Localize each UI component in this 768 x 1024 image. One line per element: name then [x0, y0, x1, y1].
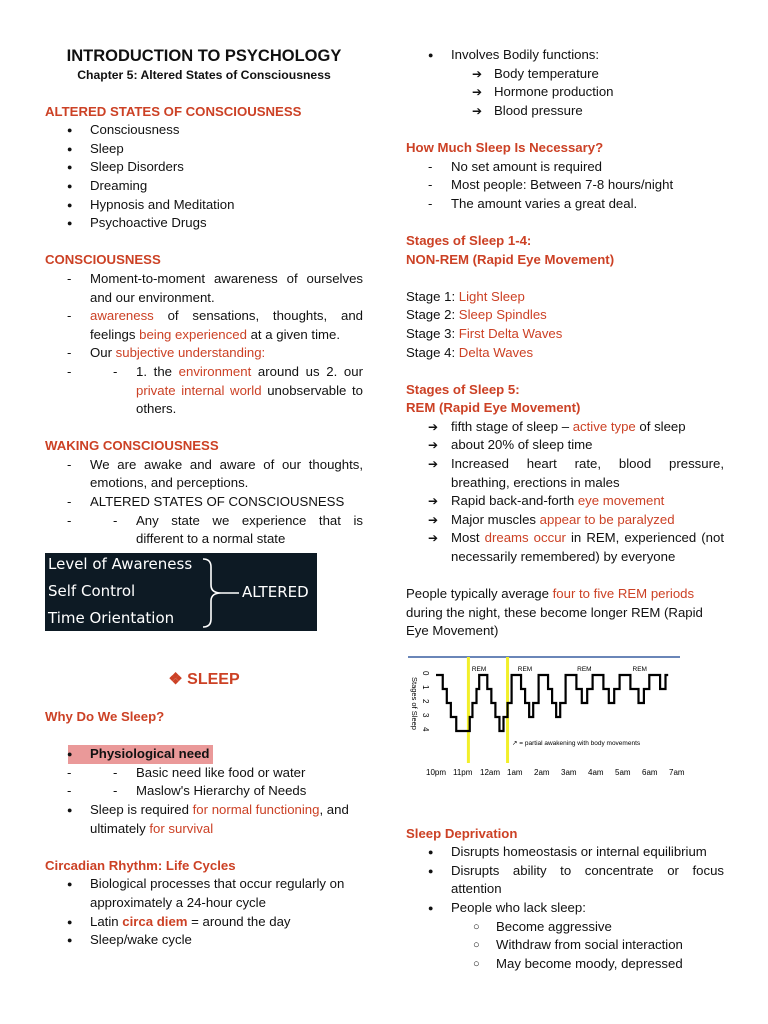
list-item: ● Hypnosis and Meditation: [45, 196, 363, 215]
sub-list: [45, 363, 363, 419]
emph-text: private internal world: [136, 382, 262, 398]
text: of sensations, thoughts, and feelings: [90, 308, 363, 342]
y-axis-label: Stages of Sleep: [410, 677, 419, 730]
sub-item: - - Basic need like food or water: [45, 764, 363, 783]
sub-item: ➔ Blood pressure: [406, 102, 724, 121]
stage-row: Stage 4: Delta Waves: [406, 344, 534, 360]
consciousness-heading: CONSCIOUSNESS: [45, 252, 161, 268]
text: 1. the: [136, 363, 179, 379]
sub-item: - - 1. the environment around us 2. our private internal world unobservable to others.: [45, 363, 363, 419]
stage-row: Stage 3: First Delta Waves: [406, 325, 563, 341]
list-item: - Most people: Between 7-8 hours/night: [406, 176, 724, 195]
sub-item: ○ Become aggressive: [451, 918, 724, 937]
rem-label: REM: [632, 666, 647, 673]
why-sleep-list: [45, 745, 363, 838]
list-item: [45, 745, 363, 801]
altered-diagram: [45, 553, 317, 631]
rem-label: REM: [517, 666, 533, 673]
y-tick-label: 2: [421, 699, 430, 704]
asc-list: [45, 121, 363, 233]
stage5-list: [406, 418, 724, 567]
list-item: [45, 344, 363, 418]
sub-item: ➔ Hormone production: [406, 83, 724, 102]
list-item: ● Consciousness: [45, 121, 363, 140]
rem-label: REM: [471, 666, 487, 673]
x-tick-label: 7am: [669, 768, 685, 777]
sub-item: ○ Withdraw from social interaction: [451, 936, 724, 955]
sub-list: [451, 918, 724, 974]
list-item: ● Involves Bodily functions: ➔ Body temperature ➔ Hormone production ➔ Blood pressure: [406, 46, 724, 120]
stages14-heading: Stages of Sleep 1-4:: [406, 232, 532, 248]
stage5-heading: Stages of Sleep 5:: [406, 381, 520, 397]
partial-awakening-icon: ↗: [512, 740, 518, 747]
text: unobservable to others.: [136, 382, 363, 417]
text: Any state we experience that is different to a normal state: [136, 512, 363, 547]
why-sleep-heading: Why Do We Sleep?: [45, 709, 165, 725]
x-tick-label: 2am: [534, 768, 550, 777]
x-tick-label: 1am: [507, 768, 523, 777]
y-tick-label: 4: [421, 727, 430, 732]
list-item: - No set amount is required: [406, 158, 724, 177]
x-tick-label: 11pm: [453, 768, 473, 777]
waking-heading: WAKING CONSCIOUSNESS: [45, 438, 219, 454]
highlight-bar: [467, 657, 470, 763]
list-item: ● Disrupts homeostasis or internal equilibrium: [406, 843, 724, 862]
emph-text: subjective understanding:: [115, 345, 266, 361]
sleep-chart-svg: [406, 655, 685, 781]
deprivation-heading: Sleep Deprivation: [406, 825, 518, 841]
page-title: INTRODUCTION TO PSYCHOLOGY: [66, 47, 342, 65]
physio-highlight: Physiological need: [68, 745, 213, 764]
how-much-heading: How Much Sleep Is Necessary?: [406, 139, 604, 155]
list-item: ● Latin circa diem = around the day: [45, 913, 363, 932]
sleep-stage-chart: [406, 655, 724, 787]
text: at a given time.: [246, 326, 340, 342]
list-item: - We are awake and aware of our thoughts, emotions, and perceptions.: [45, 456, 363, 493]
list-item: ● Sleep: [45, 140, 363, 159]
x-tick-label: 10pm: [426, 768, 447, 777]
list-item: ➔ Most dreams occur in REM, experienced (not necessarily remembered) by everyone: [406, 529, 724, 566]
deprivation-list: [406, 843, 724, 973]
circadian-heading: Circadian Rhythm: Life Cycles: [45, 857, 236, 873]
list-item: ● People who lack sleep: ○ Become aggressive ○ Withdraw from social interaction ○ May become moody, depressed: [406, 899, 724, 973]
consciousness-list: [45, 270, 363, 419]
list-item: ➔ Major muscles appear to be paralyzed: [406, 511, 724, 530]
y-tick-label: 3: [421, 713, 430, 718]
y-tick-label: 1: [421, 685, 430, 690]
list-item: ● Sleep Disorders: [45, 158, 363, 177]
chart-note: ↗ = partial awakening with body movements: [512, 740, 641, 747]
y-tick-label: 0: [421, 671, 430, 676]
right-column: [406, 46, 724, 973]
sub-item: - - Maslow's Hierarchy of Needs: [45, 782, 363, 801]
list-item: - The amount varies a great deal.: [406, 195, 724, 214]
altered-item: Self Control: [48, 581, 136, 600]
sub-item: ○ May become moody, depressed: [451, 955, 724, 974]
altered-item: Time Orientation: [48, 608, 175, 627]
text: around us 2. our: [251, 363, 363, 379]
x-tick-label: 4am: [588, 768, 604, 777]
list-item: ➔ Rapid back-and-forth eye movement: [406, 492, 724, 511]
sub-list: [45, 764, 363, 801]
page-subtitle: Chapter 5: Altered States of Consciousness: [77, 68, 331, 82]
list-item: ➔ Increased heart rate, blood pressure, breathing, erections in males: [406, 455, 724, 492]
circadian-list: [45, 875, 363, 949]
bodily-list: [406, 46, 724, 120]
list-item: ● Dreaming: [45, 177, 363, 196]
stage-row: Stage 2: Sleep Spindles: [406, 307, 547, 323]
list-item: - Moment-to-moment awareness of ourselves and our environment.: [45, 270, 363, 307]
x-tick-label: 6am: [642, 768, 658, 777]
sub-item: - - Any state we experience that is different to a normal state: [45, 512, 363, 549]
list-item: [45, 493, 363, 549]
hypnogram-line: [436, 675, 668, 731]
list-item: ➔ fifth stage of sleep – active type of sleep: [406, 418, 724, 437]
list-item: ● Disrupts ability to concentrate or focus attention: [406, 862, 724, 899]
left-column: [45, 46, 363, 950]
stage5-subheading: REM (Rapid Eye Movement): [406, 400, 581, 416]
sub-list: [406, 65, 724, 121]
stages14-subheading: NON-REM (Rapid Eye Movement): [406, 251, 615, 267]
altered-label: ALTERED: [242, 582, 309, 601]
waking-list: [45, 456, 363, 549]
rem-label: REM: [577, 666, 592, 673]
list-item: ● Sleep/wake cycle: [45, 931, 363, 950]
list-item: [45, 307, 363, 344]
sleep-title: ❖ SLEEP: [168, 670, 240, 688]
x-tick-label: 5am: [615, 768, 631, 777]
emph-text: environment: [178, 363, 252, 379]
rem-labels: [472, 666, 647, 673]
emph-text: awareness: [90, 308, 154, 324]
x-tick-label: 3am: [561, 768, 577, 777]
list-item: ● Sleep is required for normal functioning, and ultimately for survival: [45, 801, 363, 838]
x-ticks: [426, 768, 685, 777]
brace-icon: [201, 557, 241, 629]
list-item: ➔ about 20% of sleep time: [406, 436, 724, 455]
y-ticks: [421, 671, 430, 732]
list-item: ● Biological processes that occur regularly on approximately a 24-hour cycle: [45, 875, 363, 912]
how-much-list: [406, 158, 724, 214]
sub-item: ➔ Body temperature: [406, 65, 724, 84]
sub-list: [45, 512, 363, 549]
asc-heading: ALTERED STATES OF CONSCIOUSNESS: [45, 103, 302, 119]
stage-row: Stage 1: Light Sleep: [406, 288, 525, 304]
text: Our: [90, 345, 116, 361]
rem-paragraph: People typically average four to five REM periods during the night, these become longer REM (Rapid Eye Movement): [406, 586, 703, 639]
altered-item: Level of Awareness: [48, 554, 193, 573]
diamond-icon: ❖: [168, 670, 183, 688]
emph-text: being experienced: [139, 326, 247, 342]
text: ALTERED STATES OF CONSCIOUSNESS: [90, 494, 345, 510]
x-tick-label: 12am: [480, 768, 501, 777]
list-item: ● Psychoactive Drugs: [45, 214, 363, 233]
